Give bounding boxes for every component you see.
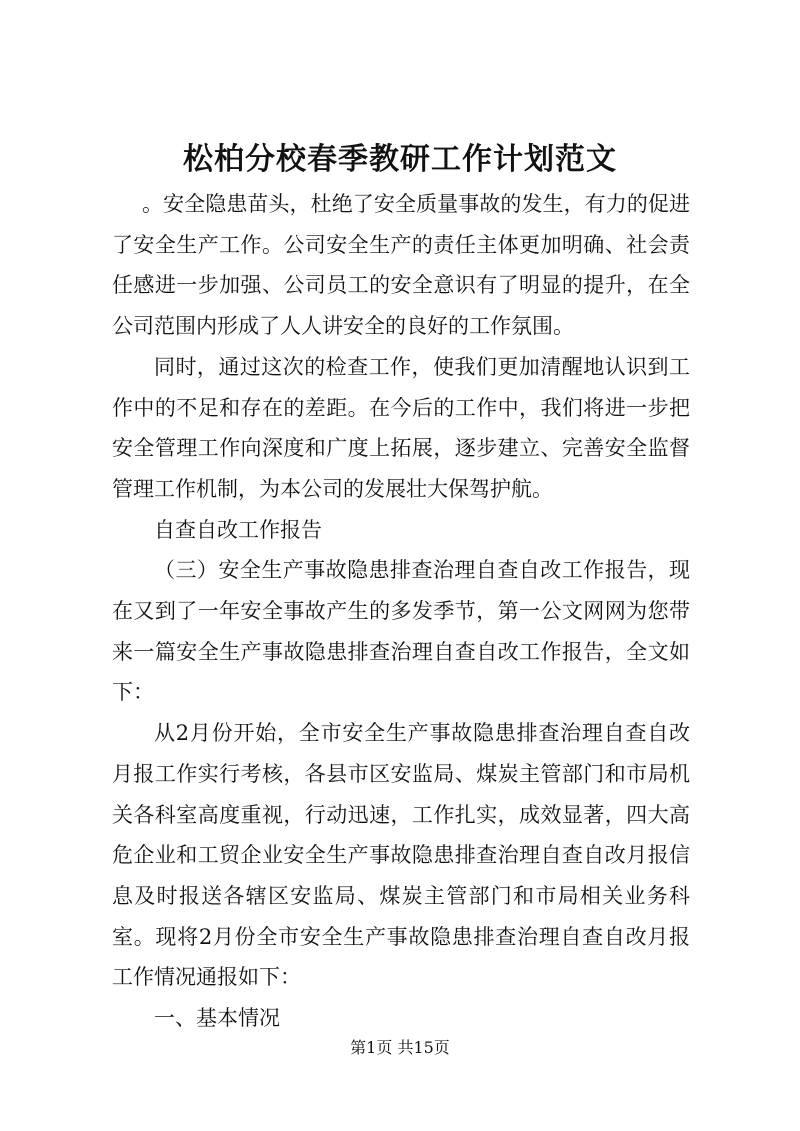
document-title: 松柏分校春季教研工作计划范文 (183, 142, 617, 177)
document-body (112, 184, 690, 1039)
section-heading: 自查自改工作报告 (154, 517, 322, 542)
page-footer: 第1页 共15页 (350, 1038, 450, 1057)
section-heading: 一、基本情况 (154, 1006, 280, 1031)
paragraph: 从2月份开始，全市安全生产事故隐患排查治理自查自改月报工作实行考核，各县市区安监局、煤炭主管部门和市局机关各科室高度重视，行动迅速，工作扎实，成效显著，四大高危企业和工贸企业安全生产事故隐患排查治理自查自改月报信息及时报送各辖区安监局、煤炭主管部门和市局相关业务科室。现将2月份全市安全生产事故隐患排查治理自查自改月报工作情况通报如下： (112, 721, 690, 990)
paragraph: （三）安全生产事故隐患排查治理自查自改工作报告，现在又到了一年安全事故产生的多发季节，第一公文网网为您带来一篇安全生产事故隐患排查治理自查自改工作报告，全文如下： (112, 558, 690, 705)
paragraph: 同时，通过这次的检查工作，使我们更加清醒地认识到工作中的不足和存在的差距。在今后的工作中，我们将进一步把安全管理工作向深度和广度上拓展，逐步建立、完善安全监督管理工作机制，为本公司的发展壮大保驾护航。 (112, 354, 690, 501)
paragraph: 。安全隐患苗头，杜绝了安全质量事故的发生，有力的促进了安全生产工作。公司安全生产的责任主体更加明确、社会责任感进一步加强、公司员工的安全意识有了明显的提升，在全公司范围内形成了人人讲安全的良好的工作氛围。 (112, 192, 690, 339)
